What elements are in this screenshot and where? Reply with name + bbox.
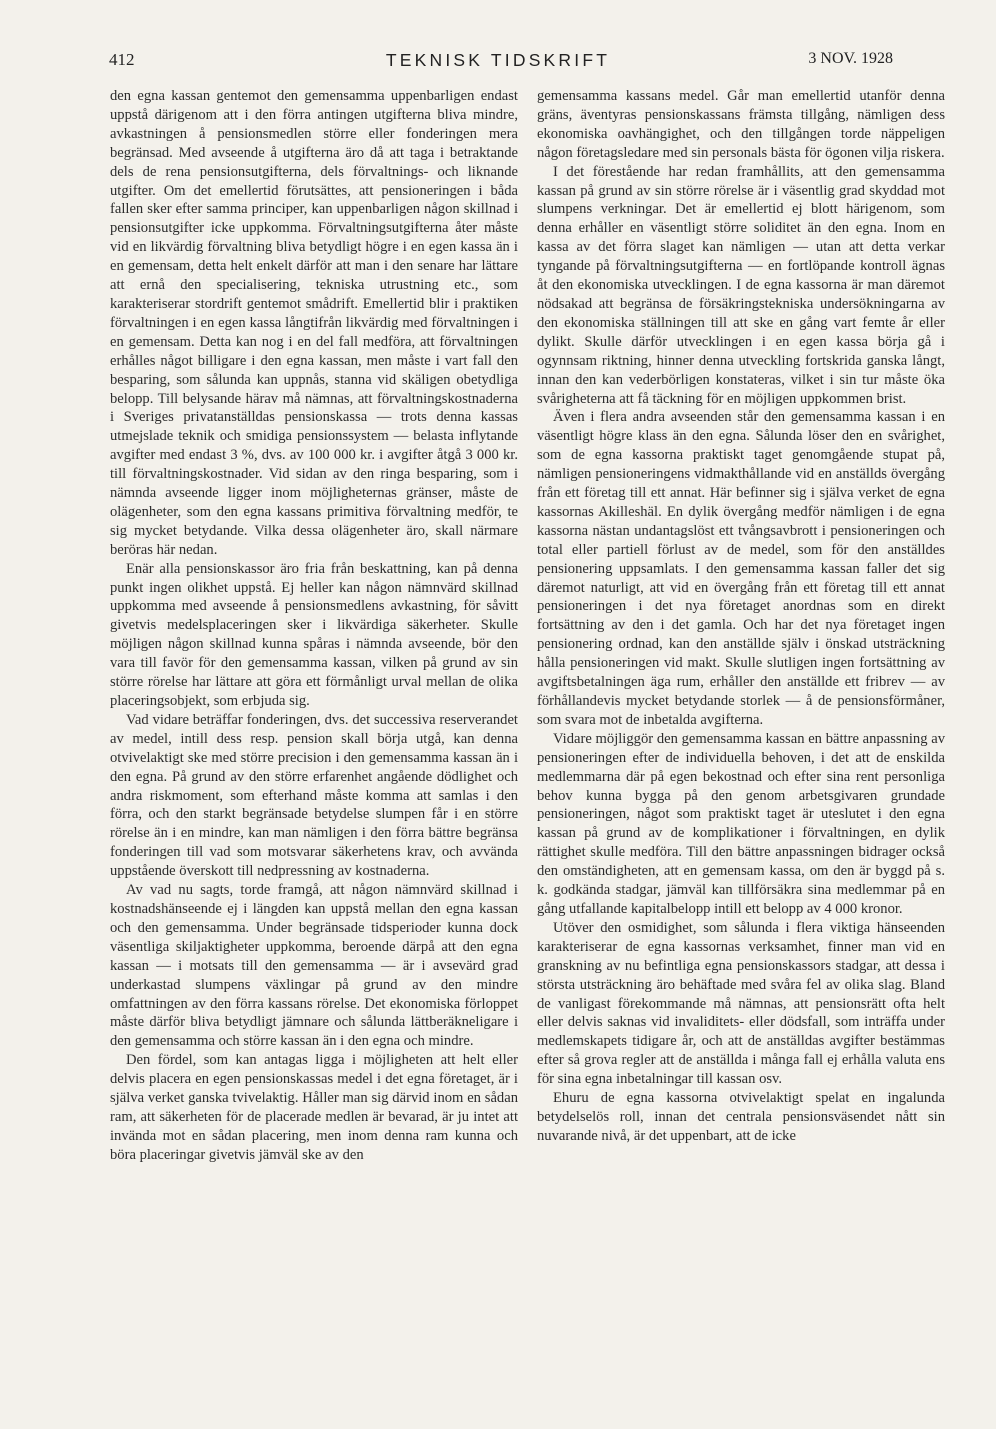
issue-date: 3 NOV. 1928 (808, 50, 893, 67)
paragraph: Även i flera andra avseenden står den gemensamma kassan i en väsentligt högre klass än den egna. Sålunda löser den en svårighet, som de egna kassorna praktiskt taget genomgående stupat på, nämligen pensioneringens vidmakthållande vid en anställds övergång från ett företag till ett annat. Här befinner sig i själva verket de egna kassornas Akilleshäl. En dylik övergång medför nämligen i de egna kassorna nästan undantagslöst ett tvångsavbrott i pensioneringen och total eller partiell förlust av de medel, som för den anställdes pensionering uppsamlats. I den gemensamma kassan faller det sig däremot naturligt, att vid en övergång från ett företag till ett annat pensioneringen i det nya företaget anordnas som en direkt fortsättning av den i det gamla. Och har det nya företaget ingen pensionering ordnad, kan den anställde själv i önskad utsträckning hålla pensioneringen vid makt. Skulle slutligen ingen fortsättning av avgiftsbetalningen äga rum, erhåller den anställde ett fribrev — av förhållandevis mycket betydande storlek — å de pensionsförmåner, som svara mot de inbetalda avgifterna. (537, 409, 945, 728)
paragraph: Av vad nu sagts, torde framgå, att någon nämnvärd skillnad i kostnadshänseende ej i längden kan uppstå mellan den egna kassan och den gemensamma. Under begränsade tidsperioder kunna dock väsentliga skiljaktigheter uppkomma, beroende därpå att den egna kassan — i motsats till den gemensamma — är i avsevärd grad underkastad slumpens växlingar på grund av den mindre omfattningen av den förra kassans rörelse. Det ekonomiska förloppet måste därför bliva betydligt jämnare och sålunda lättberäkneligare i den gemensamma och större kassan än i den egna och mindre. (110, 882, 518, 1050)
page-number: 412 (109, 50, 135, 69)
paragraph: Vidare möjliggör den gemensamma kassan en bättre anpassning av pensioneringen efter de individuella behoven, i det att de enskilda medlemmarna där på egen bekostnad och efter sina rent personliga behov kunna bygga på den genom arbetsgivaren grundade pensioneringen, något som praktiskt taget är uteslutet i den egna kassan på grund av de komplikationer i förvaltningen, en dylik rättighet skulle medföra. Till den bättre anpassningen bidrager också den omständigheten, att en gemensam kassa, om den är byggd på s. k. godkända stadgar, jämväl kan tillförsäkra sina medlemmar på en gång utfallande kapitalbelopp intill ett belopp av 4 000 kronor. (537, 730, 945, 917)
paragraph: Ehuru de egna kassorna otvivelaktigt spelat en ingalunda betydelselös roll, innan det centrala pensionsväsendet nått sin nuvarande nivå, är det uppenbart, att de icke (537, 1090, 945, 1144)
paragraph: I det förestående har redan framhållits, att den gemensamma kassan på grund av sin större rörelse är i väsentlig grad skyddad mot slumpens verkningar. Det är emellertid ej blott härigenom, som denna erhåller en väsentligt större soliditet än den egna. Inom en kassa av det förra slaget kan nämligen — utan att detta verkar tyngande på förvaltningsutgifterna — en fortlöpande kontroll ägnas åt den ekonomiska utvecklingen. I de egna kassorna är man däremot nödsakad att begränsa de försäkringstekniska undersökningarna av den ekonomiska ställningen till att ske en gång vart femte år eller dylikt. Skulle därför utvecklingen i en egen kassa börja gå i ogynnsam riktning, hinner denna utveckling fortskrida ganska långt, innan den kan vederbörligen konstateras, vilket i sin tur måste öka svårigheterna att få täckning för en möjligen uppkommen brist. (537, 163, 945, 407)
paragraph: Enär alla pensionskassor äro fria från beskattning, kan på denna punkt ingen olikhet uppstå. Ej heller kan någon nämnvärd skillnad uppkomma med avseende å pensionsmedlens avkastning, för såvitt givetvis medelsplaceringen sker i likvärdiga säkerheter. Skulle möjligen någon skillnad kunna spåras i nämnda avseende, bör den vara till favör för den gemensamma kassan, vilken på grund av sin större rörelse har lättare att göra ett förmånligt urval mellan de olika placeringsobjekt, som erbjuda sig. (110, 560, 518, 709)
paragraph: Vad vidare beträffar fonderingen, dvs. det successiva reserverandet av medel, intill dess resp. pension skall börja utgå, kan denna otvivelaktigt ske med större precision i den gemensamma kassan än i den egna. På grund av den större erfarenhet angående dödlighet och andra riskmoment, som efterhand måste komma att samlas i den förra, och den starkt begränsade betydelse slumpen får i en större rörelse än i en mindre, kan man nämligen i den förra bättre begränsa fonderingen till vad som motsvarar säkerhetens krav, och avvända uppstående överskott till nedpressning av kostnaderna. (110, 711, 518, 880)
paragraph: den egna kassan gentemot den gemensamma uppenbarligen endast uppstå därigenom att i den förra antingen utgifterna bliva mindre, avkastningen å pensionsmedlen större eller fonderingen mera begränsad. Med avseende å utgifterna äro då att taga i betraktande dels de rena pensionsutgifterna, dels förvaltnings- och liknande utgifter. Om det emellertid förutsättes, att pensioneringen i båda fallen sker efter samma principer, kan uppenbarligen någon skillnad i pensionsutgifter icke uppkomma. Förvaltningsutgifterna åter måste vid en likvärdig förvaltning bliva betydligt högre i en egen kassa än i en gemensam, detta helt enkelt därför att man i den senare har lättare att ernå den specialisering, tekniska utrustning etc., som karakteriserar stordrift gentemot smådrift. Emellertid blir i praktiken förvaltningen i en egen kassa långtifrån likvärdig med förvaltningen i en gemensam. Detta kan nog i en del fall medföra, att förvaltningen erhålles något billigare i den egna kassan, men måste i vart fall den besparing, som sålunda kan uppnås, stanna vid skäligen obetydliga belopp. Till belysande härav må nämnas, att förvaltningskostnaderna i Sveriges privatanställdas pensionskassa — trots denna kassas utmejslade teknik och smidiga pensionssystem — belasta inflytande avgifter med endast 3 %, dvs. av 100 000 kr. i avgifter åtgå 3 000 kr. till förvaltningskostnader. Vid sidan av den ringa besparing, som i nämnda avseende ligger inom möjligheternas gränser, måste de olägenheter, som den egna kassans primitiva förvaltning medför, te sig mycket betydande. Vilka dessa olägenheter äro, skall närmare beröras här nedan. (110, 88, 518, 558)
paragraph: Utöver den osmidighet, som sålunda i flera viktiga hänseenden karakteriserar de egna kassornas verksamhet, finner man vid en granskning av nu befintliga egna pensionskassors stadgar, att dessa i största utsträckning äro behäftade med svåra fel av olika slag. Bland de vanligast förekommande må nämnas, att pensionsrätt ofta helt eller delvis saknas vid invaliditets- eller dödsfall, som inträffa under medlemskapets tidigare år, och att de anställdas avgifter bestämmas efter så grova regler att de anställda i många fall ej erhålla valuta ens för sina egna inbetalningar till kassan osv. (537, 919, 945, 1088)
paragraph: gemensamma kassans medel. Går man emellertid utanför denna gräns, äventyras pensionskassans främsta tillgång, nämligen dess ekonomiska oavhängighet, och den tillgången torde näppeligen någon företagsledare med sin personals bästa för ögonen vilja riskera. (537, 88, 945, 161)
paragraph: Den fördel, som kan antagas ligga i möjligheten att helt eller delvis placera en egen pensionskassas medel i det egna företaget, är i själva verket ganska tvivelaktig. Håller man sig därvid inom en sådan ram, att säkerheten för de placerade medlen är bevarad, är ju intet att invända mot en sådan placering, men inom denna ram kunna och böra placeringar givetvis jämväl ske av den (110, 1052, 518, 1163)
left-text-column (110, 87, 518, 1165)
right-text-column (537, 87, 945, 1146)
journal-title: TEKNISK TIDSKRIFT (385, 50, 611, 70)
